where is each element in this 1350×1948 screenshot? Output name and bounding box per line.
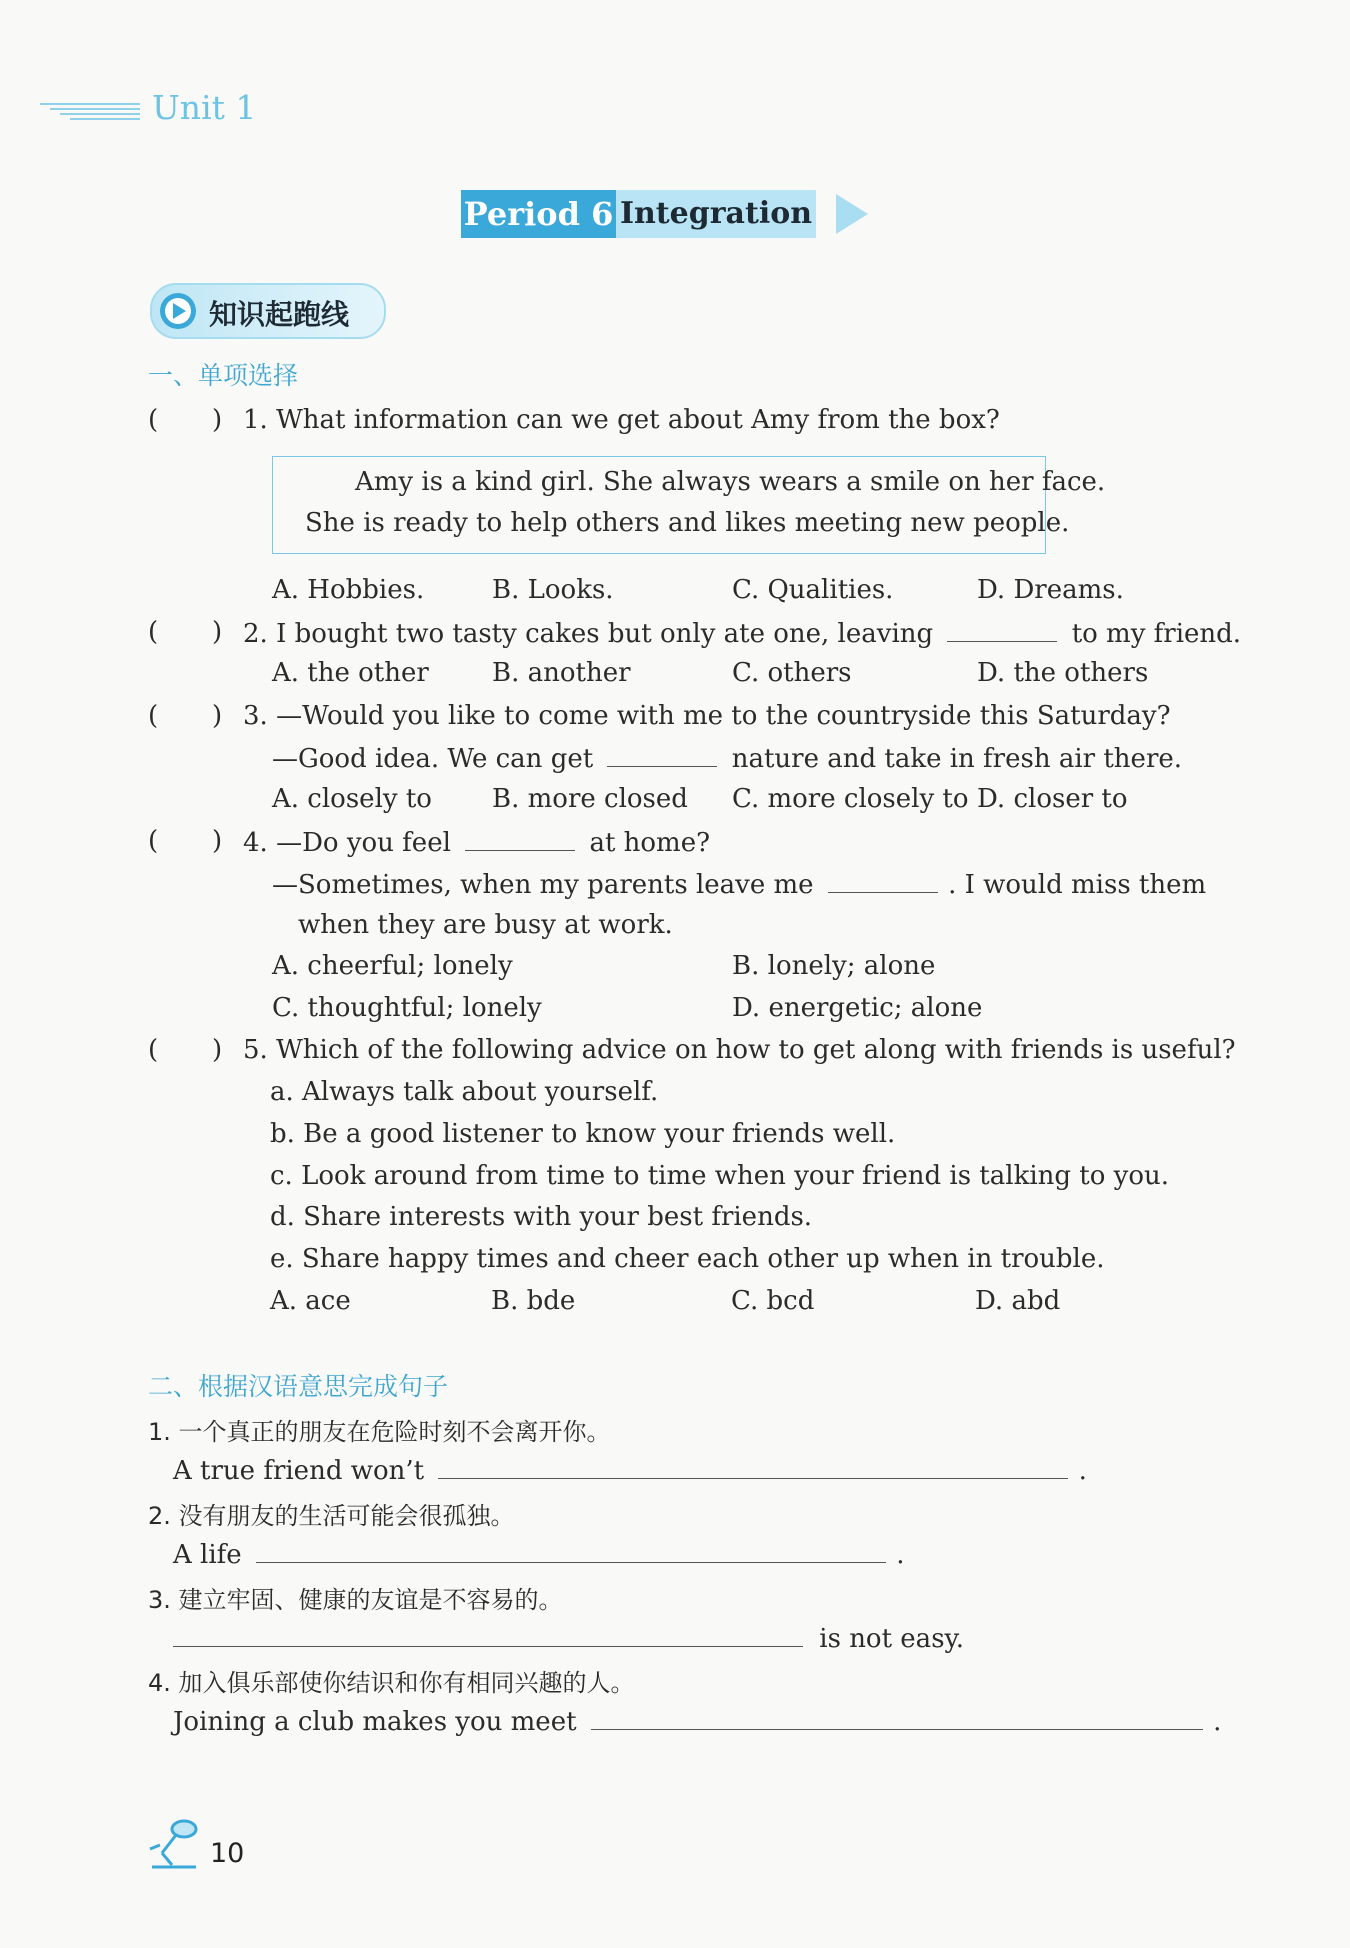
q3-option-c: C. more closely to	[732, 784, 969, 814]
q2-option-c: C. others	[732, 658, 852, 688]
s2-item2-before: A life	[173, 1540, 242, 1570]
q5-item-d: d. Share interests with your best friends.	[270, 1202, 813, 1232]
q1-option-a: A. Hobbies.	[272, 575, 425, 605]
q3-stem: 3. —Would you like to come with me to the countryside this Saturday?	[243, 701, 1171, 731]
s2-item1-cn: 1. 一个真正的朋友在危险时刻不会离开你。	[148, 1418, 611, 1446]
section1-heading: 一、单项选择	[148, 361, 299, 390]
lamp-icon	[146, 1815, 202, 1871]
s2-item2-en	[173, 1536, 904, 1572]
q2-stem	[243, 615, 1241, 651]
s2-item1-en	[173, 1452, 1087, 1488]
q3-bracket-open: (	[148, 701, 159, 731]
header-decoration	[40, 100, 140, 122]
q1-info-box	[272, 456, 1106, 554]
s2-item2-cn: 2. 没有朋友的生活可能会很孤独。	[148, 1502, 515, 1530]
q5-item-b: b. Be a good listener to know your friends well.	[270, 1119, 896, 1149]
q1-bracket-open: (	[148, 405, 159, 435]
q4-option-d: D. energetic; alone	[732, 993, 983, 1023]
q1-option-c: C. Qualities.	[732, 575, 894, 605]
s2-item4-cn: 4. 加入俱乐部使你结识和你有相同兴趣的人。	[148, 1669, 635, 1697]
q1-box-line-2: She is ready to help others and likes meeting new people.	[305, 508, 1070, 538]
q4-bracket-open: (	[148, 826, 159, 856]
banner-arrow-icon	[836, 194, 872, 234]
play-icon	[158, 291, 198, 331]
q5-item-c: c. Look around from time to time when your friend is talking to you.	[270, 1161, 1170, 1191]
q4-stem	[243, 824, 710, 860]
q4-option-a: A. cheerful; lonely	[272, 951, 513, 981]
q5-option-c: C. bcd	[731, 1286, 815, 1316]
q3-bracket-close: )	[212, 701, 223, 731]
page-number: 10	[210, 1838, 245, 1869]
section2-heading: 二、根据汉语意思完成句子	[148, 1372, 449, 1401]
q2-stem-before: 2. I bought two tasty cakes but only ate one, leaving	[243, 619, 934, 649]
unit-label: Unit 1	[152, 88, 257, 127]
s2-item2-blank[interactable]	[256, 1536, 886, 1563]
s2-item1-before: A true friend won’t	[173, 1456, 425, 1486]
s2-item4-before: Joining a club makes you meet	[173, 1707, 577, 1737]
q2-bracket-open: (	[148, 617, 159, 647]
title-label: Integration	[616, 190, 816, 238]
s2-item3-blank[interactable]	[173, 1620, 803, 1647]
s2-item3-cn: 3. 建立牢固、健康的友谊是不容易的。	[148, 1586, 563, 1614]
q1-bracket-close: )	[212, 405, 223, 435]
q5-bracket-open: (	[148, 1035, 159, 1065]
q1-option-b: B. Looks.	[492, 575, 614, 605]
s2-item1-after: .	[1078, 1456, 1087, 1486]
q5-item-a: a. Always talk about yourself.	[270, 1077, 659, 1107]
s2-item4-after: .	[1213, 1707, 1222, 1737]
q3-option-b: B. more closed	[492, 784, 688, 814]
q2-option-b: B. another	[492, 658, 631, 688]
q5-option-d: D. abd	[975, 1286, 1061, 1316]
q2-option-a: A. the other	[272, 658, 429, 688]
q3-line2-before: —Good idea. We can get	[272, 744, 594, 774]
q4-line2-after: . I would miss them	[948, 870, 1207, 900]
q1-box-line-1: Amy is a kind girl. She always wears a smile on her face.	[355, 467, 1106, 497]
s2-item2-after: .	[896, 1540, 905, 1570]
q3-blank[interactable]	[607, 740, 717, 767]
s2-item4-en	[173, 1703, 1221, 1739]
q3-line2-after: nature and take in fresh air there.	[731, 744, 1183, 774]
s2-item3-after: is not easy.	[819, 1624, 965, 1654]
period-label: Period 6	[461, 190, 616, 238]
q4-option-c: C. thoughtful; lonely	[272, 993, 542, 1023]
s2-item1-blank[interactable]	[438, 1452, 1068, 1479]
q4-bracket-close: )	[212, 826, 223, 856]
q5-item-e: e. Share happy times and cheer each other up when in trouble.	[270, 1244, 1105, 1274]
q4-blank-2[interactable]	[828, 866, 938, 893]
q3-line-2	[272, 740, 1182, 776]
q1-option-d: D. Dreams.	[977, 575, 1124, 605]
q5-option-b: B. bde	[491, 1286, 576, 1316]
section-badge	[150, 283, 386, 339]
q3-option-a: A. closely to	[272, 784, 432, 814]
title-banner	[461, 190, 871, 238]
s2-item4-blank[interactable]	[591, 1703, 1203, 1730]
q1-stem: 1. What information can we get about Amy from the box?	[243, 405, 1000, 435]
q4-blank-1[interactable]	[465, 824, 575, 851]
q4-line-2	[272, 866, 1206, 902]
q4-option-b: B. lonely; alone	[732, 951, 936, 981]
s2-item3-en	[173, 1620, 964, 1656]
q2-option-d: D. the others	[977, 658, 1149, 688]
q4-stem-after: at home?	[589, 828, 711, 858]
q4-line2-before: —Sometimes, when my parents leave me	[272, 870, 814, 900]
q5-bracket-close: )	[212, 1035, 223, 1065]
q3-option-d: D. closer to	[977, 784, 1128, 814]
q2-stem-after: to my friend.	[1071, 619, 1242, 649]
q5-stem: 5. Which of the following advice on how to get along with friends is useful?	[243, 1035, 1236, 1065]
q5-option-a: A. ace	[270, 1286, 351, 1316]
q2-blank[interactable]	[947, 615, 1057, 642]
header-lines-icon	[40, 100, 140, 122]
section-badge-label: 知识起跑线	[209, 298, 350, 331]
q2-bracket-close: )	[212, 617, 223, 647]
q4-stem-before: 4. —Do you feel	[243, 828, 451, 858]
q4-line-3: when they are busy at work.	[298, 910, 673, 940]
